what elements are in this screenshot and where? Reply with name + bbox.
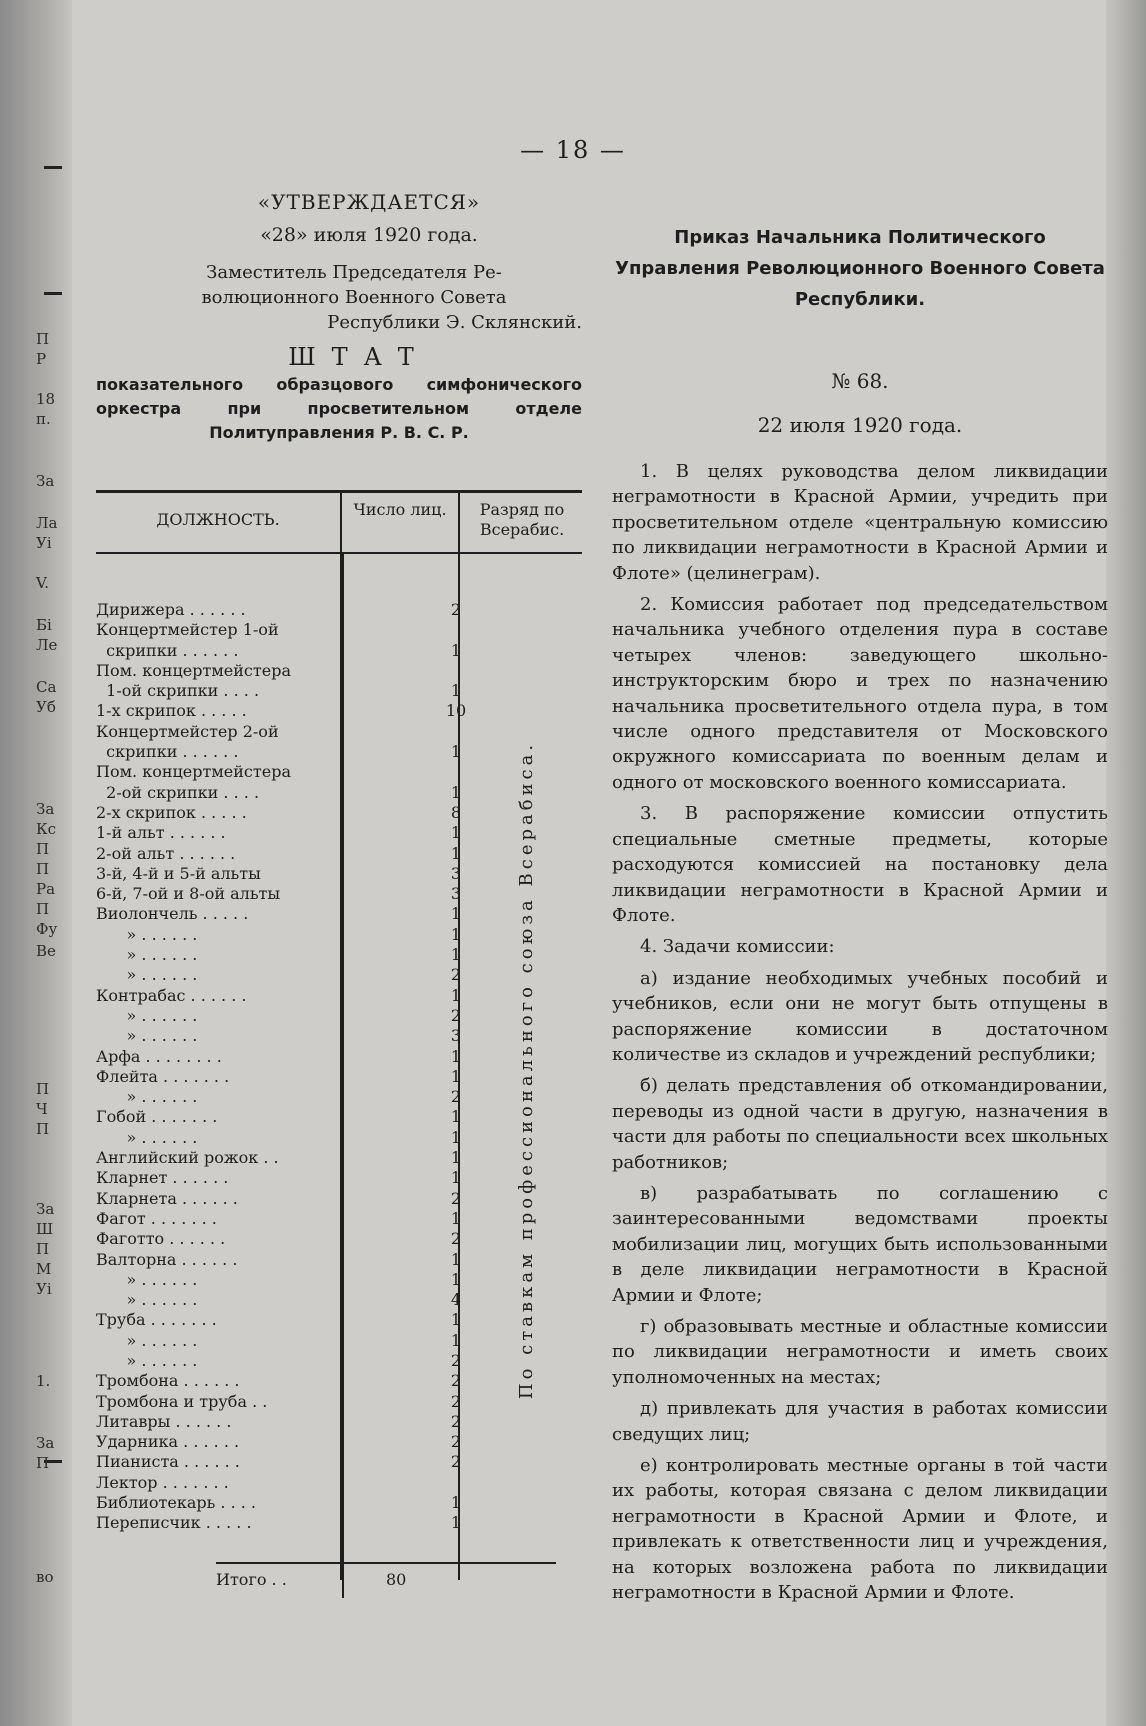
margin-fragment: Уі [36, 534, 52, 552]
position-count: 2 [450, 965, 462, 985]
position-name: » . . . . . . [96, 965, 198, 985]
position-name: » . . . . . . [96, 1087, 198, 1107]
position-name: Концертмейстер 1-ой [96, 620, 279, 640]
table-row [96, 986, 582, 1006]
column-header-count: Число лиц. [353, 500, 447, 519]
shtat-subtitle: показательного образцового симфонического оркестра при просветительном отделе Политуправления Р. В. С. Р. [96, 375, 582, 442]
table-row [96, 945, 582, 965]
margin-mark [44, 292, 62, 295]
position-count: 1 [450, 1127, 462, 1147]
table-row [96, 884, 582, 904]
table-header-rule [96, 552, 582, 554]
margin-fragment: Ш [36, 1220, 54, 1238]
position-name: Фагот . . . . . . . [96, 1208, 217, 1228]
margin-fragment: Ве [36, 942, 56, 960]
table-row [96, 1128, 582, 1148]
position-name: 3-й, 4-й и 5-й альты [96, 863, 261, 883]
table-row [96, 701, 582, 721]
position-count: 2 [450, 1371, 462, 1391]
paragraph: г) образовывать местные и областные комиссии по ликвидации неграмотности и иметь своих уполномоченных на местах; [612, 1316, 1108, 1388]
table-row [96, 823, 582, 843]
position-name: Флейта . . . . . . . [96, 1066, 230, 1086]
order-column [612, 222, 1108, 1611]
position-count: 1 [450, 1208, 462, 1228]
position-count: 1 [450, 1148, 462, 1168]
position-name: Кларнет . . . . . . [96, 1168, 229, 1188]
table-row [96, 762, 582, 782]
order-title: Приказ Начальника Политического Управления Революционного Военного Совета Республики. [615, 227, 1105, 310]
position-name: скрипки . . . . . . [96, 640, 239, 660]
margin-fragment: Ра [36, 880, 56, 898]
margin-fragment: Р [36, 350, 47, 368]
margin-fragment: За [36, 1434, 55, 1452]
position-name: 6-й, 7-ой и 8-ой альты [96, 884, 281, 904]
paragraph: б) делать представления об откомандировании, переводы из одной части в другую, назначения в части для работы по специальности всех школьных работников; [612, 1075, 1108, 1173]
position-count: 1 [450, 1046, 462, 1066]
column-header-position: ДОЛЖНОСТЬ. [156, 510, 280, 529]
position-name: » . . . . . . [96, 1005, 198, 1025]
table-row [96, 1493, 582, 1513]
position-name: 2-ой альт . . . . . . [96, 843, 236, 863]
position-name: Переписчик . . . . . [96, 1513, 252, 1533]
position-name: Контрабас . . . . . . [96, 985, 247, 1005]
table-row [96, 1371, 582, 1391]
position-name: Пианиста . . . . . . [96, 1452, 240, 1472]
position-name: » . . . . . . [96, 924, 198, 944]
table-row [96, 783, 582, 803]
table-row [96, 1107, 582, 1127]
position-count: 1 [450, 640, 462, 660]
table-row [96, 1209, 582, 1229]
margin-fragment: П [36, 1454, 50, 1472]
position-count: 1 [450, 985, 462, 1005]
approval-line: Республики Э. Склянский. [327, 312, 582, 333]
position-count: 1 [450, 1107, 462, 1127]
margin-fragment: п. [36, 410, 51, 428]
margin-fragment: 1. [36, 1372, 51, 1390]
paragraph: е) контролировать местные органы в той части их работы, которая связана с делом ликвидации неграмотности в Красной Армии и Флоте, и привлекать к ответственности лиц и учреждения, на которых возложена работа по ликвидации неграмотности в Красной Армии и Флоте. [612, 1455, 1108, 1604]
position-name: Пом. концертмейстера [96, 762, 291, 782]
position-count: 1 [450, 1249, 462, 1269]
position-name: » . . . . . . [96, 1350, 198, 1370]
table-row [96, 1412, 582, 1432]
approval-signatory [126, 260, 582, 335]
position-name: скрипки . . . . . . [96, 742, 239, 762]
margin-fragment: П [36, 860, 50, 878]
approval-line: волюционного Военного Совета [201, 287, 507, 308]
margin-fragment: Фу [36, 920, 58, 938]
table-row [96, 1067, 582, 1087]
position-name: Английский рожок . . [96, 1148, 279, 1168]
margin-fragment: во [36, 1568, 54, 1586]
position-name: Библиотекарь . . . . [96, 1493, 257, 1513]
table-row [96, 1168, 582, 1188]
table-row [96, 620, 582, 640]
table-row [96, 1189, 582, 1209]
margin-fragment: Ла [36, 514, 58, 532]
position-count: 2 [450, 600, 462, 619]
position-name: » . . . . . . [96, 1026, 198, 1046]
position-name: Гобой . . . . . . . [96, 1107, 218, 1127]
position-name: Фаготто . . . . . . [96, 1229, 226, 1249]
table-row [96, 1392, 582, 1412]
margin-fragment: V. [36, 574, 49, 592]
position-count: 2 [450, 1350, 462, 1370]
right-page-edge [1106, 0, 1146, 1726]
position-name: Литавры . . . . . . [96, 1411, 232, 1431]
table-row [96, 1351, 582, 1371]
position-name: 2-ой скрипки . . . . [96, 782, 260, 802]
position-count: 1 [450, 945, 462, 965]
position-count: 2 [450, 1229, 462, 1249]
paragraph: 2. Комиссия работает под председательством начальника учебного отделения пура в составе четырех членов: заведующего школьно-инструкторским бюро и трех по назначению начальника просветительного отдела пура, в том числе одного представителя от Московского окружного комиссариата по военным делам и одного от московского военного комиссариата. [612, 594, 1108, 793]
margin-fragment: П [36, 1080, 50, 1098]
position-count: 1 [450, 823, 462, 843]
position-count: 1 [450, 1168, 462, 1188]
position-count: 2 [450, 1005, 462, 1025]
position-name: Виолончель . . . . . [96, 904, 249, 924]
margin-fragment: Ч [36, 1100, 48, 1118]
table-row [96, 864, 582, 884]
position-count: 2 [450, 1432, 462, 1452]
margin-fragment: Са [36, 678, 57, 696]
position-count: 2 [450, 1452, 462, 1472]
staff-table [96, 490, 582, 1606]
margin-fragment: Уі [36, 1280, 52, 1298]
position-count: 2 [450, 1188, 462, 1208]
position-name: 1-й альт . . . . . . [96, 823, 226, 843]
margin-fragment: П [36, 1120, 50, 1138]
position-count: 3 [450, 1026, 462, 1046]
position-count: 1 [450, 843, 462, 863]
margin-fragment: М [36, 1260, 52, 1278]
margin-fragment: Бі [36, 616, 52, 634]
approval-title: «УТВЕРЖДАЕТСЯ» [257, 190, 481, 214]
table-row [96, 1006, 582, 1026]
margin-fragment: 18 [36, 390, 56, 408]
margin-fragment: За [36, 1200, 55, 1218]
table-row [96, 1432, 582, 1452]
margin-fragment: П [36, 900, 50, 918]
table-row [96, 1229, 582, 1249]
position-count: 1 [450, 742, 462, 762]
position-count: 3 [450, 863, 462, 883]
table-row [96, 844, 582, 864]
table-row [96, 722, 582, 742]
position-count: 2 [450, 1411, 462, 1431]
position-count: 1 [450, 1269, 462, 1289]
order-body [612, 459, 1108, 1605]
position-name: Труба . . . . . . . [96, 1310, 217, 1330]
paragraph: 1. В целях руководства делом ликвидации неграмотности в Красной Армии, учредить при просветительном отделе «центральную комиссию по ликвидации неграмотности в Красной Армии и Флоте» (целинеграм). [612, 461, 1108, 584]
margin-mark [44, 166, 62, 169]
position-count: 1 [450, 1493, 462, 1513]
table-row [96, 1148, 582, 1168]
paragraph: д) привлекать для участия в работах комиссии сведущих лиц; [612, 1398, 1108, 1445]
table-row [96, 600, 582, 620]
table-top-rule [96, 490, 582, 493]
margin-fragment: Кс [36, 820, 57, 838]
position-name: 1-х скрипок . . . . . [96, 701, 247, 721]
position-count: 2 [450, 1391, 462, 1411]
paragraph: 3. В распоряжение комиссии отпустить специальные сметные предметы, которые расходуются комиссией на постановку дела ликвидации неграмотности в Красной Армии и Флоте. [612, 803, 1108, 926]
table-row [96, 641, 582, 661]
position-name: » . . . . . . [96, 945, 198, 965]
position-name: Тромбона . . . . . . [96, 1371, 240, 1391]
margin-fragment: Ле [36, 636, 58, 654]
position-count: 1 [450, 1310, 462, 1330]
position-name: 2-х скрипок . . . . . [96, 802, 247, 822]
table-row [96, 1047, 582, 1067]
margin-fragment: П [36, 1240, 50, 1258]
table-row [96, 1473, 582, 1493]
rank-note: По ставкам профессионального союза Всерабиса. [516, 740, 537, 1400]
approval-date: «28» июля 1920 года. [260, 224, 478, 246]
column-header-rank: Разряд по Всерабис. [479, 500, 565, 539]
position-count: 3 [450, 884, 462, 904]
table-row [96, 661, 582, 681]
position-name: » . . . . . . [96, 1330, 198, 1350]
position-name: Пом. концертмейстера [96, 660, 291, 680]
position-name: Арфа . . . . . . . . [96, 1046, 222, 1066]
margin-fragment: За [36, 800, 55, 818]
table-row [96, 1250, 582, 1270]
total-value: 80 [386, 1570, 407, 1589]
position-name: Валторна . . . . . . [96, 1249, 238, 1269]
position-name: Дирижера . . . . . . [96, 600, 246, 619]
position-name: Ударника . . . . . . [96, 1432, 240, 1452]
table-row [96, 681, 582, 701]
table-row [96, 904, 582, 924]
position-name: Тромбона и труба . . [96, 1391, 268, 1411]
margin-fragment: Уб [36, 698, 56, 716]
paragraph: 4. Задачи комиссии: [640, 936, 835, 958]
approval-line: Заместитель Председателя Ре- [206, 262, 502, 283]
paragraph: в) разрабатывать по соглашению с заинтересованными ведомствами проекты мобилизации лиц, могущих быть использованными в деле ликвидации неграмотности в Красной Армии и Флоте; [612, 1182, 1108, 1306]
position-count: 8 [450, 802, 462, 822]
position-name: » . . . . . . [96, 1127, 198, 1147]
position-name: Лектор . . . . . . . [96, 1472, 229, 1492]
table-row [96, 1331, 582, 1351]
table-row [96, 742, 582, 762]
table-row [96, 1290, 582, 1310]
table-row [96, 1270, 582, 1290]
table-row [96, 1087, 582, 1107]
margin-fragment: За [36, 472, 55, 490]
paragraph: а) издание необходимых учебных пособий и учебников, если они не могут быть отпущены в распоряжение комиссии в достаточном количестве из складов и учреждений республики; [612, 967, 1108, 1065]
position-count: 1 [450, 924, 462, 944]
table-row [96, 1513, 582, 1533]
position-count: 4 [450, 1290, 462, 1310]
table-row [96, 1026, 582, 1046]
table-row [96, 1452, 582, 1472]
position-name: Кларнета . . . . . . [96, 1188, 238, 1208]
order-date: 22 июля 1920 года. [757, 413, 963, 437]
position-count: 1 [450, 904, 462, 924]
position-count: 1 [450, 681, 462, 701]
order-number: № 68. [831, 369, 889, 393]
table-total-rule [216, 1562, 556, 1564]
total-label: Итого . . [216, 1570, 287, 1589]
position-count: 1 [450, 1330, 462, 1350]
position-name: Концертмейстер 2-ой [96, 721, 279, 741]
table-row [96, 925, 582, 945]
position-name: » . . . . . . [96, 1290, 198, 1310]
position-count: 1 [450, 1513, 462, 1533]
position-name: 1-ой скрипки . . . . [96, 681, 260, 701]
position-count: 2 [450, 1087, 462, 1107]
margin-fragment: П [36, 330, 50, 348]
position-count: 10 [445, 701, 467, 721]
margin-fragment: П [36, 840, 50, 858]
table-row [96, 803, 582, 823]
shtat-title: ШТАТ [288, 343, 430, 371]
table-row [96, 965, 582, 985]
approval-block [96, 190, 582, 445]
table-rows [96, 600, 582, 1534]
position-name: » . . . . . . [96, 1269, 198, 1289]
position-count: 1 [450, 1066, 462, 1086]
position-count: 1 [450, 782, 462, 802]
page-number: — 18 — [520, 136, 626, 164]
table-row [96, 1310, 582, 1330]
